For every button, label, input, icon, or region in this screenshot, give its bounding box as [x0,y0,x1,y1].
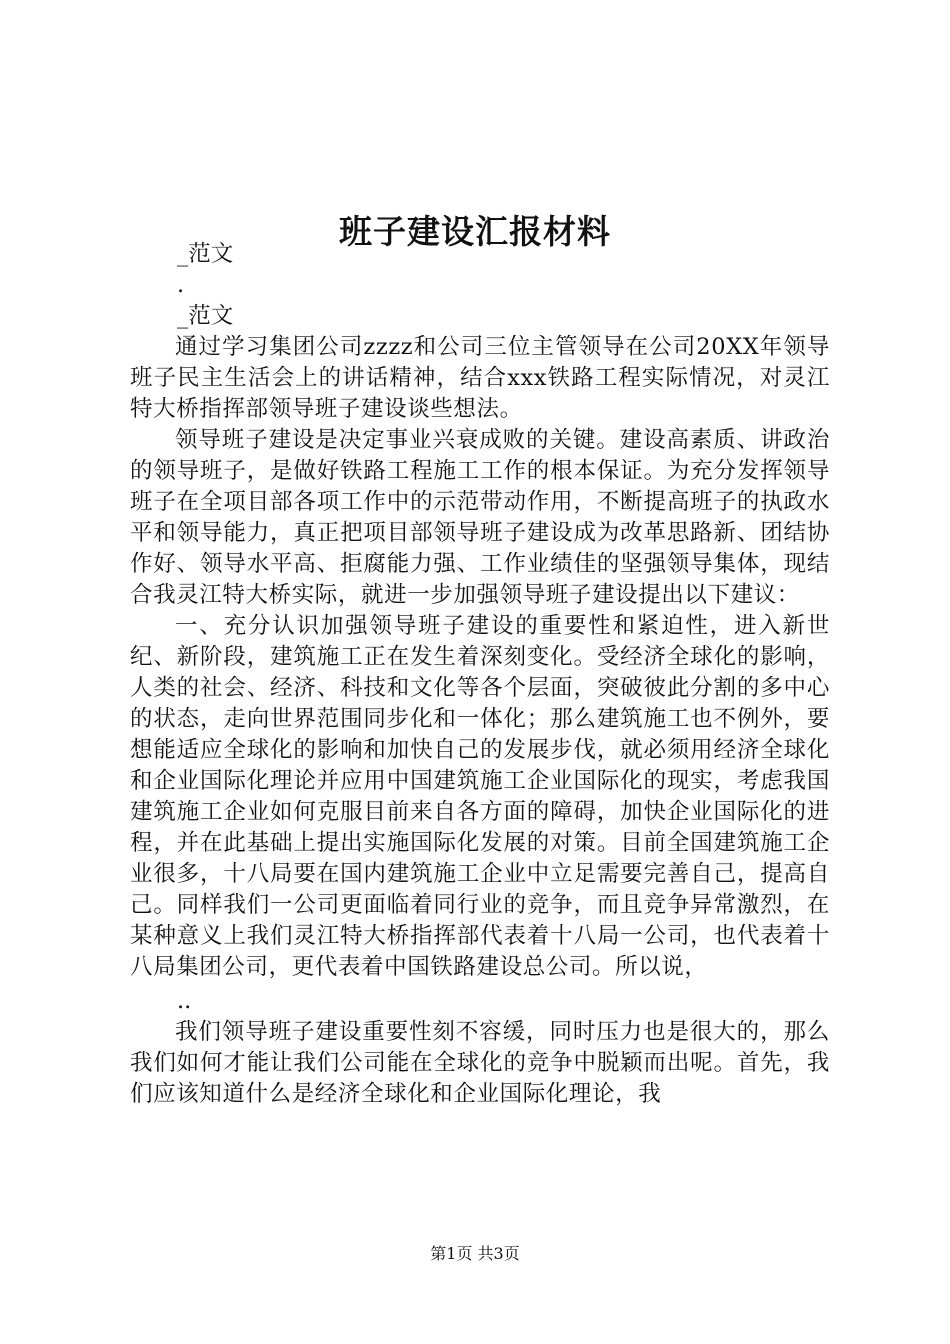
meta-line-2: . [177,272,185,298]
meta-line-1: _范文 [177,241,234,267]
separator-dots: .. [177,988,192,1014]
paragraph-4: 我们领导班子建设重要性刻不容缓，同时压力也是很大的，那么我们如何才能让我们公司能在全球化的竞争中脱颖而出呢。首先，我们应该知道什么是经济全球化和企业国际化理论，我 [130,1019,830,1107]
paragraph-3: 一、充分认识加强领导班子建设的重要性和紧迫性，进入新世纪、新阶段，建筑施工正在发生着深刻变化。受经济全球化的影响，人类的社会、经济、科技和文化等各个层面，突破彼此分割的多中心的状态，走向世界范围同步化和一体化；那么建筑施工也不例外，要想能适应全球化的影响和加快自己的发展步伐，就必须用经济全球化和企业国际化理论并应用中国建筑施工企业国际化的现实，考虑我国建筑施工企业如何克服目前来自各方面的障碍，加快企业国际化的进程，并在此基础上提出实施国际化发展的对策。目前全国建筑施工企业很多，十八局要在国内建筑施工企业中立足需要完善自己，提高自己。同样我们一公司更面临着同行业的竞争，而且竞争异常激烈，在某种意义上我们灵江特大桥指挥部代表着十八局一公司，也代表着十八局集团公司，更代表着中国铁路建设总公司。所以说， [130,613,830,980]
meta-line-3: _范文 [177,303,234,329]
paragraph-1: 通过学习集团公司zzzz和公司三位主管领导在公司20XX年领导班子民主生活会上的讲话精神，结合xxx铁路工程实际情况，对灵江特大桥指挥部领导班子建设谈些想法。 [130,334,830,422]
document-title: 班子建设汇报材料 [339,212,611,252]
paragraph-2: 领导班子建设是决定事业兴衰成败的关键。建设高素质、讲政治的领导班子，是做好铁路工程施工工作的根本保证。为充分发挥领导班子在全项目部各项工作中的示范带动作用，不断提高班子的执政水平和领导能力，真正把项目部领导班子建设成为改革思路新、团结协作好、领导水平高、拒腐能力强、工作业绩佳的坚强领导集体，现结合我灵江特大桥实际，就进一步加强领导班子建设提出以下建议： [130,427,830,608]
page-footer: 第1页 共3页 [430,1244,520,1263]
document-body [130,239,830,1110]
